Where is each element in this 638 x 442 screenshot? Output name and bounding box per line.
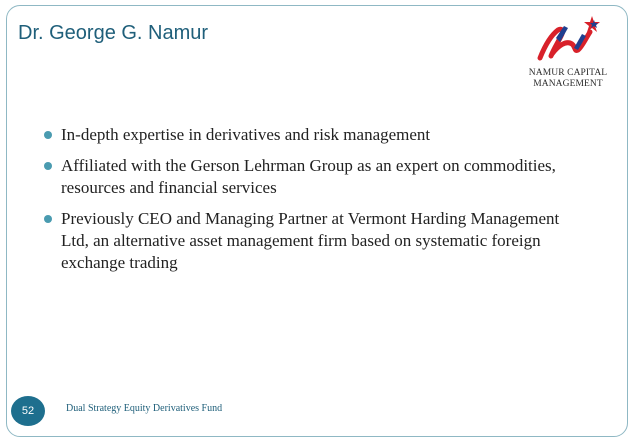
footer-text: Dual Strategy Equity Derivatives Fund (66, 403, 223, 414)
bullet-text: Previously CEO and Managing Partner at Vermont Harding Management Ltd, an alternative asset management firm based on systematic foreign exchange trading (61, 209, 560, 272)
bullet-item (44, 124, 584, 146)
bullet-item (44, 155, 584, 199)
bullet-dot-icon (44, 162, 52, 170)
namur-capital-logo-icon (534, 14, 602, 68)
logo-line-2: MANAGEMENT (533, 79, 603, 89)
slide-title: Dr. George G. Namur (18, 22, 209, 44)
bullet-text: Affiliated with the Gerson Lehrman Group as an expert on commodities, resources and financial services (61, 156, 556, 197)
page-number-badge: 52 (11, 396, 45, 426)
bullet-text: In-depth expertise in derivatives and risk management (61, 125, 431, 144)
bullet-dot-icon (44, 215, 52, 223)
logo-line-1: NAMUR CAPITAL (528, 68, 608, 78)
logo-text (518, 68, 618, 90)
bullet-item (44, 208, 584, 274)
bullet-dot-icon (44, 131, 52, 139)
company-logo (518, 14, 618, 102)
bullet-list (44, 124, 584, 283)
